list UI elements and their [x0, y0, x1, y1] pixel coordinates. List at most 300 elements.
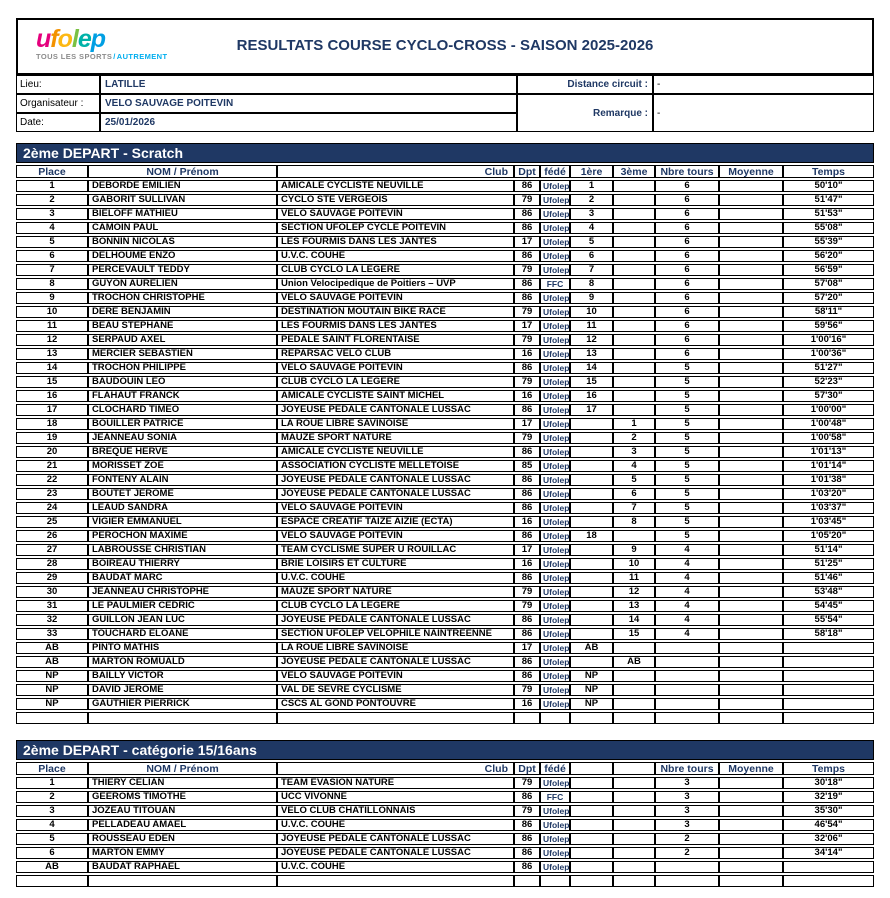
cell-moyenne: [719, 404, 783, 416]
col-header-3eme: 3ème: [613, 165, 655, 178]
cell-place: 14: [16, 362, 88, 374]
cell-moyenne: [719, 628, 783, 640]
cell-nom: TROCHON CHRISTOPHE: [88, 292, 277, 304]
cell-nom: [88, 712, 277, 724]
cell-place: 10: [16, 306, 88, 318]
cell-3eme: 12: [613, 586, 655, 598]
cell-dpt: 86: [514, 572, 540, 584]
cell-fede: Ufolep: [540, 446, 570, 458]
cell-place: 6: [16, 847, 88, 859]
cell-1ere: [570, 628, 613, 640]
cell-fede: Ufolep: [540, 614, 570, 626]
cell-nbre-tours: 5: [655, 376, 719, 388]
cell-nbre-tours: 3: [655, 819, 719, 831]
cell-club: TEAM EVASION NATURE: [277, 777, 514, 789]
cell-club: VELO SAUVAGE POITEVIN: [277, 362, 514, 374]
table-row: [16, 875, 874, 887]
cell-place: 19: [16, 432, 88, 444]
cell-dpt: 86: [514, 614, 540, 626]
cell-1ere: 11: [570, 320, 613, 332]
cell-club: AMICALE CYCLISTE NEUVILLE: [277, 180, 514, 192]
remarque-value: -: [653, 94, 874, 132]
cell-nbre-tours: 5: [655, 502, 719, 514]
cell-1ere: [570, 502, 613, 514]
cell-temps: [783, 875, 874, 887]
cell-moyenne: [719, 544, 783, 556]
cell-1ere: [570, 460, 613, 472]
cell-nbre-tours: 3: [655, 805, 719, 817]
cell-3eme: 15: [613, 628, 655, 640]
date-label: Date:: [16, 113, 100, 132]
cell-nbre-tours: [655, 670, 719, 682]
cell-temps: [783, 642, 874, 654]
cell-temps: [783, 656, 874, 668]
col-header-dpt: Dpt: [514, 165, 540, 178]
cell-3eme: 11: [613, 572, 655, 584]
cell-nbre-tours: 5: [655, 418, 719, 430]
cell-temps: 57'20": [783, 292, 874, 304]
cell-nbre-tours: 3: [655, 791, 719, 803]
cell-club: U.V.C. COUHE: [277, 572, 514, 584]
cell-moyenne: [719, 777, 783, 789]
cell-temps: 1'03'37": [783, 502, 874, 514]
cell-temps: [783, 712, 874, 724]
cell-nbre-tours: 6: [655, 264, 719, 276]
cell-club: AMICALE CYCLISTE SAINT MICHEL: [277, 390, 514, 402]
col-header-3eme: [613, 762, 655, 775]
logo-letter: p: [90, 25, 106, 53]
cell-fede: Ufolep: [540, 432, 570, 444]
cell-place: 22: [16, 474, 88, 486]
cell-3eme: [613, 250, 655, 262]
cell-club: VELO CLUB CHATILLONNAIS: [277, 805, 514, 817]
cell-temps: 30'18": [783, 777, 874, 789]
cell-fede: Ufolep: [540, 600, 570, 612]
cell-moyenne: [719, 847, 783, 859]
distance-circuit-label: Distance circuit :: [517, 75, 653, 94]
cell-nbre-tours: [655, 861, 719, 873]
cell-moyenne: [719, 698, 783, 710]
cell-club: PEDALE SAINT FLORENTAISE: [277, 334, 514, 346]
cell-nbre-tours: [655, 642, 719, 654]
cell-moyenne: [719, 222, 783, 234]
cell-moyenne: [719, 474, 783, 486]
cell-club: JOYEUSE PEDALE CANTONALE LUSSAC: [277, 404, 514, 416]
cell-1ere: [570, 586, 613, 598]
cell-temps: 1'00'48": [783, 418, 874, 430]
cell-club: U.V.C. COUHE: [277, 861, 514, 873]
cell-fede: Ufolep: [540, 861, 570, 873]
cell-place: 18: [16, 418, 88, 430]
table-row: [16, 376, 874, 388]
cell-moyenne: [719, 791, 783, 803]
cell-1ere: [570, 432, 613, 444]
cell-dpt: 86: [514, 488, 540, 500]
table-cat1516-section: [16, 740, 874, 889]
cell-3eme: [613, 306, 655, 318]
cell-3eme: AB: [613, 656, 655, 668]
cell-3eme: [613, 698, 655, 710]
cell-1ere: 9: [570, 292, 613, 304]
cell-dpt: 86: [514, 404, 540, 416]
table-row: [16, 586, 874, 598]
cell-nbre-tours: 5: [655, 446, 719, 458]
cell-dpt: 86: [514, 628, 540, 640]
cell-dpt: 79: [514, 432, 540, 444]
cell-club: UCC VIVONNE: [277, 791, 514, 803]
cell-dpt: 86: [514, 446, 540, 458]
cell-fede: Ufolep: [540, 586, 570, 598]
cell-dpt: 86: [514, 833, 540, 845]
table-row: [16, 446, 874, 458]
cell-dpt: 86: [514, 819, 540, 831]
cell-club: Union Velocipedique de Poitiers – UVP: [277, 278, 514, 290]
cell-fede: FFC: [540, 278, 570, 290]
cell-moyenne: [719, 502, 783, 514]
cell-3eme: 5: [613, 474, 655, 486]
table-row: [16, 791, 874, 803]
cell-moyenne: [719, 614, 783, 626]
cell-place: 8: [16, 278, 88, 290]
cell-nbre-tours: 6: [655, 278, 719, 290]
cell-club: VELO SAUVAGE POITEVIN: [277, 208, 514, 220]
cell-nbre-tours: 5: [655, 460, 719, 472]
cell-dpt: 79: [514, 777, 540, 789]
cell-3eme: [613, 670, 655, 682]
cell-nbre-tours: 4: [655, 544, 719, 556]
cell-temps: 51'14": [783, 544, 874, 556]
cell-place: 23: [16, 488, 88, 500]
cell-temps: 53'48": [783, 586, 874, 598]
cell-nom: BAUDOUIN LEO: [88, 376, 277, 388]
cell-fede: Ufolep: [540, 777, 570, 789]
cell-temps: 51'47": [783, 194, 874, 206]
cell-fede: Ufolep: [540, 670, 570, 682]
cell-1ere: 3: [570, 208, 613, 220]
cell-moyenne: [719, 642, 783, 654]
cell-fede: Ufolep: [540, 306, 570, 318]
cell-nbre-tours: 4: [655, 572, 719, 584]
cell-3eme: [613, 712, 655, 724]
cell-nom: TOUCHARD ELOANE: [88, 628, 277, 640]
header-row: [16, 165, 874, 178]
cell-moyenne: [719, 348, 783, 360]
cell-fede: Ufolep: [540, 236, 570, 248]
cell-nbre-tours: 2: [655, 847, 719, 859]
cell-fede: Ufolep: [540, 320, 570, 332]
cell-3eme: [613, 642, 655, 654]
cell-nbre-tours: [655, 698, 719, 710]
cell-dpt: 86: [514, 250, 540, 262]
cell-nbre-tours: 4: [655, 600, 719, 612]
cell-club: JOYEUSE PEDALE CANTONALE LUSSAC: [277, 488, 514, 500]
cell-club: CLUB CYCLO LA LEGERE: [277, 376, 514, 388]
cell-moyenne: [719, 320, 783, 332]
cell-moyenne: [719, 362, 783, 374]
cell-1ere: [570, 712, 613, 724]
cell-nom: PEROCHON MAXIME: [88, 530, 277, 542]
cell-3eme: [613, 805, 655, 817]
table-row: [16, 670, 874, 682]
table-row: [16, 390, 874, 402]
cell-nbre-tours: 6: [655, 180, 719, 192]
cell-moyenne: [719, 586, 783, 598]
table-row: [16, 488, 874, 500]
cell-1ere: [570, 614, 613, 626]
cell-nbre-tours: 6: [655, 306, 719, 318]
cell-temps: 1'00'36": [783, 348, 874, 360]
cell-fede: Ufolep: [540, 698, 570, 710]
cell-temps: 1'01'13": [783, 446, 874, 458]
cell-moyenne: [719, 670, 783, 682]
cell-club: CLUB CYCLO LA LEGERE: [277, 264, 514, 276]
cell-temps: 59'56": [783, 320, 874, 332]
cell-3eme: [613, 194, 655, 206]
cell-nbre-tours: 6: [655, 236, 719, 248]
cell-place: 15: [16, 376, 88, 388]
cell-nom: PELLADEAU AMAEL: [88, 819, 277, 831]
cell-nom: BIELOFF MATHIEU: [88, 208, 277, 220]
cell-3eme: 9: [613, 544, 655, 556]
cell-nbre-tours: 5: [655, 404, 719, 416]
cell-place: 29: [16, 572, 88, 584]
cell-nom: LEAUD SANDRA: [88, 502, 277, 514]
cell-temps: 1'01'14": [783, 460, 874, 472]
cell-moyenne: [719, 460, 783, 472]
table-row: [16, 362, 874, 374]
col-header-nom: NOM / Prénom: [88, 762, 277, 775]
cell-place: AB: [16, 656, 88, 668]
cell-1ere: [570, 791, 613, 803]
cell-1ere: [570, 544, 613, 556]
cell-club: LA ROUE LIBRE SAVINOISE: [277, 642, 514, 654]
cell-fede: Ufolep: [540, 208, 570, 220]
cell-nom: DEBORDE EMILIEN: [88, 180, 277, 192]
cell-temps: 55'08": [783, 222, 874, 234]
cell-place: 6: [16, 250, 88, 262]
cell-fede: Ufolep: [540, 684, 570, 696]
cell-nbre-tours: 6: [655, 292, 719, 304]
table-row: [16, 278, 874, 290]
cell-3eme: [613, 819, 655, 831]
cell-nom: VIGIER EMMANUEL: [88, 516, 277, 528]
cell-temps: 55'39": [783, 236, 874, 248]
cell-1ere: [570, 819, 613, 831]
cell-fede: Ufolep: [540, 544, 570, 556]
table-row: [16, 684, 874, 696]
table-cat1516-title: 2ème DEPART - catégorie 15/16ans: [16, 740, 874, 760]
cell-3eme: 8: [613, 516, 655, 528]
cell-place: 31: [16, 600, 88, 612]
cell-1ere: 12: [570, 334, 613, 346]
cell-club: TEAM CYCLISME SUPER U ROUILLAC: [277, 544, 514, 556]
table-row: [16, 847, 874, 859]
cell-club: U.V.C. COUHE: [277, 819, 514, 831]
table-row: [16, 348, 874, 360]
cell-dpt: 17: [514, 544, 540, 556]
cell-1ere: [570, 777, 613, 789]
cell-nbre-tours: [655, 875, 719, 887]
cell-3eme: [613, 777, 655, 789]
cell-dpt: 86: [514, 861, 540, 873]
cell-moyenne: [719, 418, 783, 430]
cell-moyenne: [719, 306, 783, 318]
cell-nbre-tours: 6: [655, 194, 719, 206]
organisateur-value: VELO SAUVAGE POITEVIN: [100, 94, 517, 113]
cell-fede: Ufolep: [540, 474, 570, 486]
cell-place: 16: [16, 390, 88, 402]
cell-temps: 1'00'16": [783, 334, 874, 346]
cell-place: [16, 875, 88, 887]
cell-dpt: 79: [514, 586, 540, 598]
table-scratch: [16, 163, 874, 726]
cell-moyenne: [719, 572, 783, 584]
cell-3eme: [613, 236, 655, 248]
table-row: [16, 642, 874, 654]
cell-club: ASSOCIATION CYCLISTE MELLETOISE: [277, 460, 514, 472]
cell-dpt: 16: [514, 558, 540, 570]
table-row: [16, 334, 874, 346]
cell-nbre-tours: 6: [655, 250, 719, 262]
cell-club: CLUB CYCLO LA LEGERE: [277, 600, 514, 612]
cell-nom: MERCIER SEBASTIEN: [88, 348, 277, 360]
cell-dpt: 79: [514, 334, 540, 346]
cell-temps: 1'00'00": [783, 404, 874, 416]
cell-3eme: [613, 208, 655, 220]
cell-nom: JEANNEAU SONIA: [88, 432, 277, 444]
cell-dpt: 86: [514, 180, 540, 192]
table-row: [16, 712, 874, 724]
date-value: 25/01/2026: [100, 113, 517, 132]
cell-3eme: 6: [613, 488, 655, 500]
cell-moyenne: [719, 376, 783, 388]
cell-club: MAUZE SPORT NATURE: [277, 586, 514, 598]
cell-nom: BAILLY VICTOR: [88, 670, 277, 682]
cell-1ere: 1: [570, 180, 613, 192]
col-header-1ere: 1ère: [570, 165, 613, 178]
cell-moyenne: [719, 250, 783, 262]
table-row: [16, 194, 874, 206]
cell-club: LES FOURMIS DANS LES JANTES: [277, 320, 514, 332]
cell-1ere: NP: [570, 698, 613, 710]
cell-nom: SERPAUD AXEL: [88, 334, 277, 346]
cell-dpt: 86: [514, 278, 540, 290]
lieu-value: LATILLE: [100, 75, 517, 94]
cell-moyenne: [719, 208, 783, 220]
tagline-slash: /: [113, 52, 116, 61]
col-header-dpt: Dpt: [514, 762, 540, 775]
table-row: [16, 516, 874, 528]
cell-moyenne: [719, 684, 783, 696]
table-row: [16, 432, 874, 444]
cell-dpt: 16: [514, 348, 540, 360]
cell-1ere: 16: [570, 390, 613, 402]
cell-3eme: [613, 530, 655, 542]
cell-nbre-tours: 4: [655, 628, 719, 640]
cell-nom: BAUDAT MARC: [88, 572, 277, 584]
cell-temps: 52'23": [783, 376, 874, 388]
cell-moyenne: [719, 292, 783, 304]
cell-nbre-tours: 5: [655, 516, 719, 528]
cell-nom: BOUILLER PATRICE: [88, 418, 277, 430]
table-row: [16, 180, 874, 192]
cell-nbre-tours: 6: [655, 208, 719, 220]
cell-dpt: 16: [514, 390, 540, 402]
cell-club: VAL DE SEVRE CYCLISME: [277, 684, 514, 696]
cell-1ere: NP: [570, 684, 613, 696]
cell-fede: Ufolep: [540, 516, 570, 528]
cell-dpt: 86: [514, 847, 540, 859]
cell-1ere: 14: [570, 362, 613, 374]
cell-club: BRIE LOISIRS ET CULTURE: [277, 558, 514, 570]
cell-temps: 1'03'20": [783, 488, 874, 500]
cell-fede: Ufolep: [540, 488, 570, 500]
cell-1ere: [570, 572, 613, 584]
cell-nom: JOZEAU TITOUAN: [88, 805, 277, 817]
cell-3eme: [613, 264, 655, 276]
cell-club: AMICALE CYCLISTE NEUVILLE: [277, 446, 514, 458]
cell-nbre-tours: 4: [655, 614, 719, 626]
cell-place: 30: [16, 586, 88, 598]
cell-club: VELO SAUVAGE POITEVIN: [277, 502, 514, 514]
cell-fede: Ufolep: [540, 180, 570, 192]
cell-nom: BOUTET JEROME: [88, 488, 277, 500]
organisateur-label: Organisateur :: [16, 94, 100, 113]
cell-fede: Ufolep: [540, 628, 570, 640]
cell-dpt: 86: [514, 530, 540, 542]
table-cat1516: [16, 760, 874, 889]
cell-moyenne: [719, 180, 783, 192]
cell-dpt: 79: [514, 264, 540, 276]
cell-nom: ROUSSEAU EDEN: [88, 833, 277, 845]
col-header-fede: fédé: [540, 762, 570, 775]
page-title: RESULTATS COURSE CYCLO-CROSS - SAISON 2025-2026: [236, 37, 654, 54]
cell-3eme: 2: [613, 432, 655, 444]
cell-place: 5: [16, 833, 88, 845]
cell-dpt: [514, 712, 540, 724]
cell-nom: [88, 875, 277, 887]
cell-place: 7: [16, 264, 88, 276]
cell-club: SECTION UFOLEP CYCLE POITEVIN: [277, 222, 514, 234]
cell-club: REPARSAC VELO CLUB: [277, 348, 514, 360]
cell-nom: JEANNEAU CHRISTOPHE: [88, 586, 277, 598]
col-header-moyenne: Moyenne: [719, 165, 783, 178]
cell-place: 13: [16, 348, 88, 360]
cell-dpt: 17: [514, 642, 540, 654]
cell-place: 9: [16, 292, 88, 304]
cell-temps: 1'00'58": [783, 432, 874, 444]
cell-dpt: 86: [514, 656, 540, 668]
logo-letter: o: [57, 25, 72, 53]
cell-1ere: NP: [570, 670, 613, 682]
cell-temps: [783, 698, 874, 710]
table-row: [16, 614, 874, 626]
table-row: [16, 502, 874, 514]
cell-3eme: [613, 320, 655, 332]
cell-nom: GUILLON JEAN LUC: [88, 614, 277, 626]
cell-dpt: 79: [514, 376, 540, 388]
cell-fede: Ufolep: [540, 292, 570, 304]
cell-1ere: [570, 558, 613, 570]
table-row: [16, 628, 874, 640]
cell-place: 21: [16, 460, 88, 472]
cell-temps: 1'03'45": [783, 516, 874, 528]
cell-moyenne: [719, 819, 783, 831]
cell-nom: GUYON AURELIEN: [88, 278, 277, 290]
distance-circuit-value: -: [653, 75, 874, 94]
col-header-place: Place: [16, 762, 88, 775]
cell-nbre-tours: 6: [655, 222, 719, 234]
